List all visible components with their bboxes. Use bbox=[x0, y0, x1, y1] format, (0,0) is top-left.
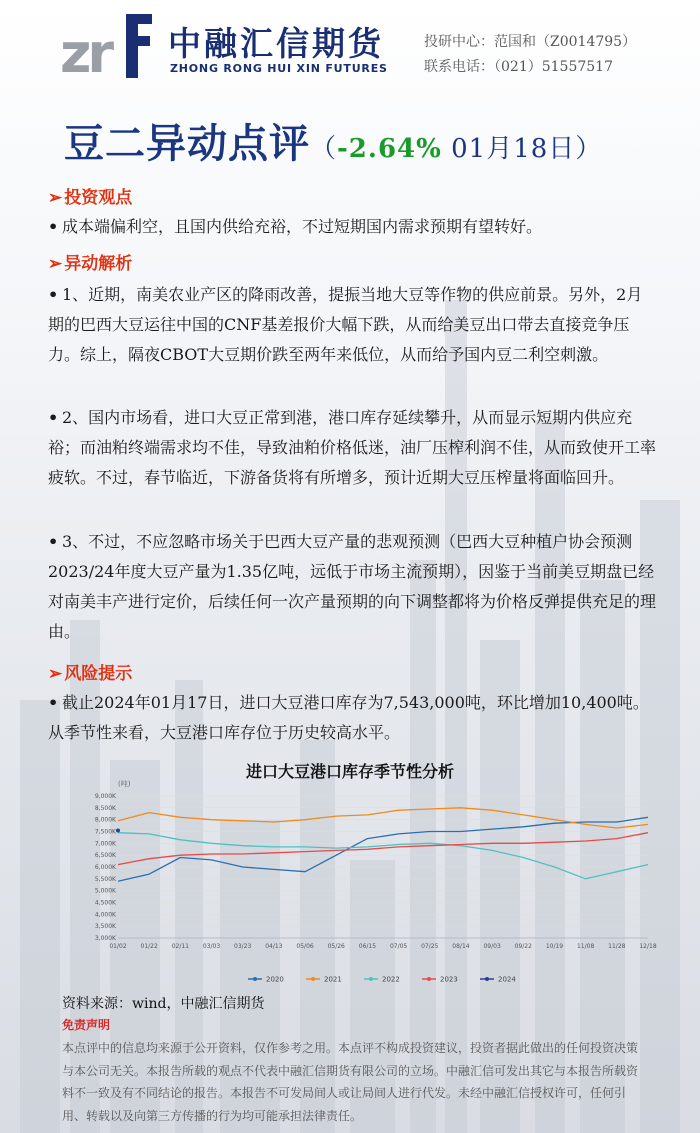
x-tick-label: 09/22 bbox=[514, 943, 532, 950]
y-tick-label: 3,000K bbox=[94, 935, 116, 942]
section-heading-view bbox=[48, 183, 132, 208]
x-tick-label: 08/14 bbox=[452, 943, 470, 950]
analysis-text-1: 1、近期，南美农业产区的降雨改善，提振当地大豆等作物的供应前景。另外，2月期的巴西大豆运往中国的CNF基差报价大幅下跌，从而给美豆出口带去直接竞争压力。综上，隔夜CBOT大豆期价跌至两年来低位，从而给予国内豆二利空刺激。 bbox=[48, 285, 643, 364]
y-tick-label: 8,500K bbox=[94, 804, 116, 812]
contact-info bbox=[424, 30, 636, 80]
chevron-right-icon: ➢ bbox=[48, 254, 63, 274]
disclaimer-text: 本点评中的信息均来源于公开资料，仅作参考之用。本点评不构成投资建议，投资者据此做出的任何投资决策与本公司无关。本报告所载的观点不代表中融汇信期货有限公司的立场。中融汇信可发出其它与本报告所载资料不一致及有不同结论的报告。本报告不可发局间人或让局间人进行代发。未经中融汇信授权许可，任何引用、转载以及向第三方传播的行为均可能承担法律责任。 bbox=[62, 1041, 639, 1123]
y-tick-label: 3,500K bbox=[94, 923, 116, 931]
report-title bbox=[64, 112, 602, 169]
y-tick-label: 6,500K bbox=[94, 852, 116, 860]
disclaimer-heading: 免责声明 bbox=[62, 1018, 111, 1032]
legend-marker-2024 bbox=[485, 977, 489, 981]
series-line-2022 bbox=[118, 833, 648, 879]
series-line-2020 bbox=[118, 817, 648, 881]
series-line-2023 bbox=[118, 833, 648, 865]
x-tick-label: 02/11 bbox=[171, 943, 190, 950]
x-tick-label: 09/03 bbox=[483, 943, 501, 950]
x-tick-label: 10/19 bbox=[545, 943, 564, 950]
title-date: 01月18日） bbox=[441, 134, 603, 164]
contact-phone: 联系电话：（021）51557517 bbox=[424, 59, 613, 75]
y-tick-label: 5,000K bbox=[94, 887, 116, 895]
report-header bbox=[0, 0, 700, 92]
y-tick-label: 7,500K bbox=[94, 828, 116, 836]
company-logo-mark bbox=[60, 10, 160, 85]
x-tick-label: 07/05 bbox=[389, 943, 408, 950]
series-line-2021 bbox=[118, 808, 648, 828]
y-tick-label: 6,000K bbox=[94, 864, 116, 871]
y-tick-label: 7,000K bbox=[94, 840, 116, 848]
analysis-paragraph-1 bbox=[48, 280, 658, 370]
bullet-icon: • bbox=[48, 532, 59, 551]
title-open-paren: （ bbox=[310, 134, 338, 164]
series-point-2024 bbox=[116, 829, 120, 833]
chart-title: 进口大豆港口库存季节性分析 bbox=[245, 762, 454, 781]
y-tick-label: 8,000K bbox=[94, 816, 116, 824]
analysis-paragraph-3 bbox=[48, 527, 658, 647]
bullet-icon: • bbox=[48, 285, 59, 304]
analysis-paragraph-2 bbox=[48, 403, 658, 493]
chevron-right-icon: ➢ bbox=[48, 664, 63, 684]
x-tick-label: 11/28 bbox=[608, 943, 626, 950]
section-heading-view-text: 投资观点 bbox=[64, 188, 133, 208]
legend-label-2021: 2021 bbox=[324, 975, 342, 984]
section-heading-risk-text: 风险提示 bbox=[64, 664, 133, 684]
x-tick-label: 01/02 bbox=[109, 943, 127, 950]
x-tick-label: 07/25 bbox=[421, 943, 439, 950]
title-change-percent: -2.64% bbox=[337, 134, 442, 164]
y-tick-label: 4,500K bbox=[94, 899, 116, 907]
company-name-en: ZHONG RONG HUI XIN FUTURES bbox=[170, 62, 388, 75]
y-tick-label: 9,000K bbox=[94, 793, 116, 800]
bullet-icon: • bbox=[48, 693, 59, 712]
legend-marker-2023 bbox=[427, 977, 431, 981]
svg-text:zr: zr bbox=[60, 22, 111, 85]
analysis-text-2: 2、国内市场看，进口大豆正常到港，港口库存延续攀升，从而显示短期内供应充裕；而油粕终端需求均不佳，导致油粕价格低迷，油厂压榨利润不佳，从而致使开工率疲软。不过，春节临近，下游备货将有所增多，预计近期大豆压榨量将面临回升。 bbox=[48, 408, 657, 487]
risk-text: 截止2024年01月17日，进口大豆港口库存为7,543,000吨，环比增加10,400吨。从季节性来看，大豆港口库存位于历史较高水平。 bbox=[48, 693, 649, 742]
x-tick-label: 03/03 bbox=[202, 943, 221, 950]
section-heading-analysis-text: 异动解析 bbox=[64, 254, 133, 274]
x-tick-label: 06/15 bbox=[358, 943, 377, 950]
section-heading-analysis bbox=[48, 249, 132, 274]
legend-marker-2022 bbox=[369, 977, 373, 981]
legend-marker-2020 bbox=[253, 977, 257, 981]
bullet-icon: • bbox=[48, 217, 59, 236]
legend-marker-2021 bbox=[311, 977, 315, 981]
chevron-right-icon: ➢ bbox=[48, 188, 63, 208]
x-tick-label: 05/06 bbox=[296, 943, 314, 950]
view-paragraph bbox=[48, 212, 658, 242]
legend-label-2022: 2022 bbox=[382, 975, 400, 984]
title-main: 豆二异动点评 bbox=[64, 120, 310, 167]
view-text: 成本端偏利空，且国内供给充裕，不过短期国内需求预期有望转好。 bbox=[62, 217, 543, 236]
legend-label-2024: 2024 bbox=[498, 975, 516, 984]
y-tick-label: 5,500K bbox=[94, 875, 116, 883]
analysis-text-3: 3、不过，不应忽略市场关于巴西大豆产量的悲观预测（巴西大豆种植户协会预测2023/24年度大豆产量为1.35亿吨，远低于市场主流预期），因鉴于当前美豆期盘已经对南美丰产进行定价，后续任何一次产量预期的向下调整都将为价格反弹提供充足的理由。 bbox=[48, 532, 657, 641]
x-tick-label: 03/23 bbox=[234, 943, 252, 950]
x-tick-label: 04/13 bbox=[265, 943, 283, 950]
data-source: 资料来源：wind，中融汇信期货 bbox=[62, 996, 265, 1012]
x-tick-label: 05/26 bbox=[327, 943, 345, 950]
x-tick-label: 12/18 bbox=[639, 943, 657, 950]
legend-label-2020: 2020 bbox=[266, 975, 284, 984]
contact-researcher: 投研中心：范国和（Z0014795） bbox=[424, 34, 637, 50]
risk-paragraph bbox=[48, 688, 658, 748]
company-name-cn: 中融汇信期货 bbox=[168, 24, 384, 63]
y-axis-unit-label: (吨) bbox=[118, 780, 131, 788]
y-tick-label: 4,000K bbox=[94, 911, 116, 919]
bullet-icon: • bbox=[48, 408, 59, 427]
legend-label-2023: 2023 bbox=[440, 975, 458, 984]
port-inventory-seasonal-chart bbox=[94, 776, 658, 990]
x-tick-label: 01/22 bbox=[140, 943, 158, 950]
section-heading-risk bbox=[48, 659, 132, 684]
x-tick-label: 11/08 bbox=[576, 943, 595, 950]
